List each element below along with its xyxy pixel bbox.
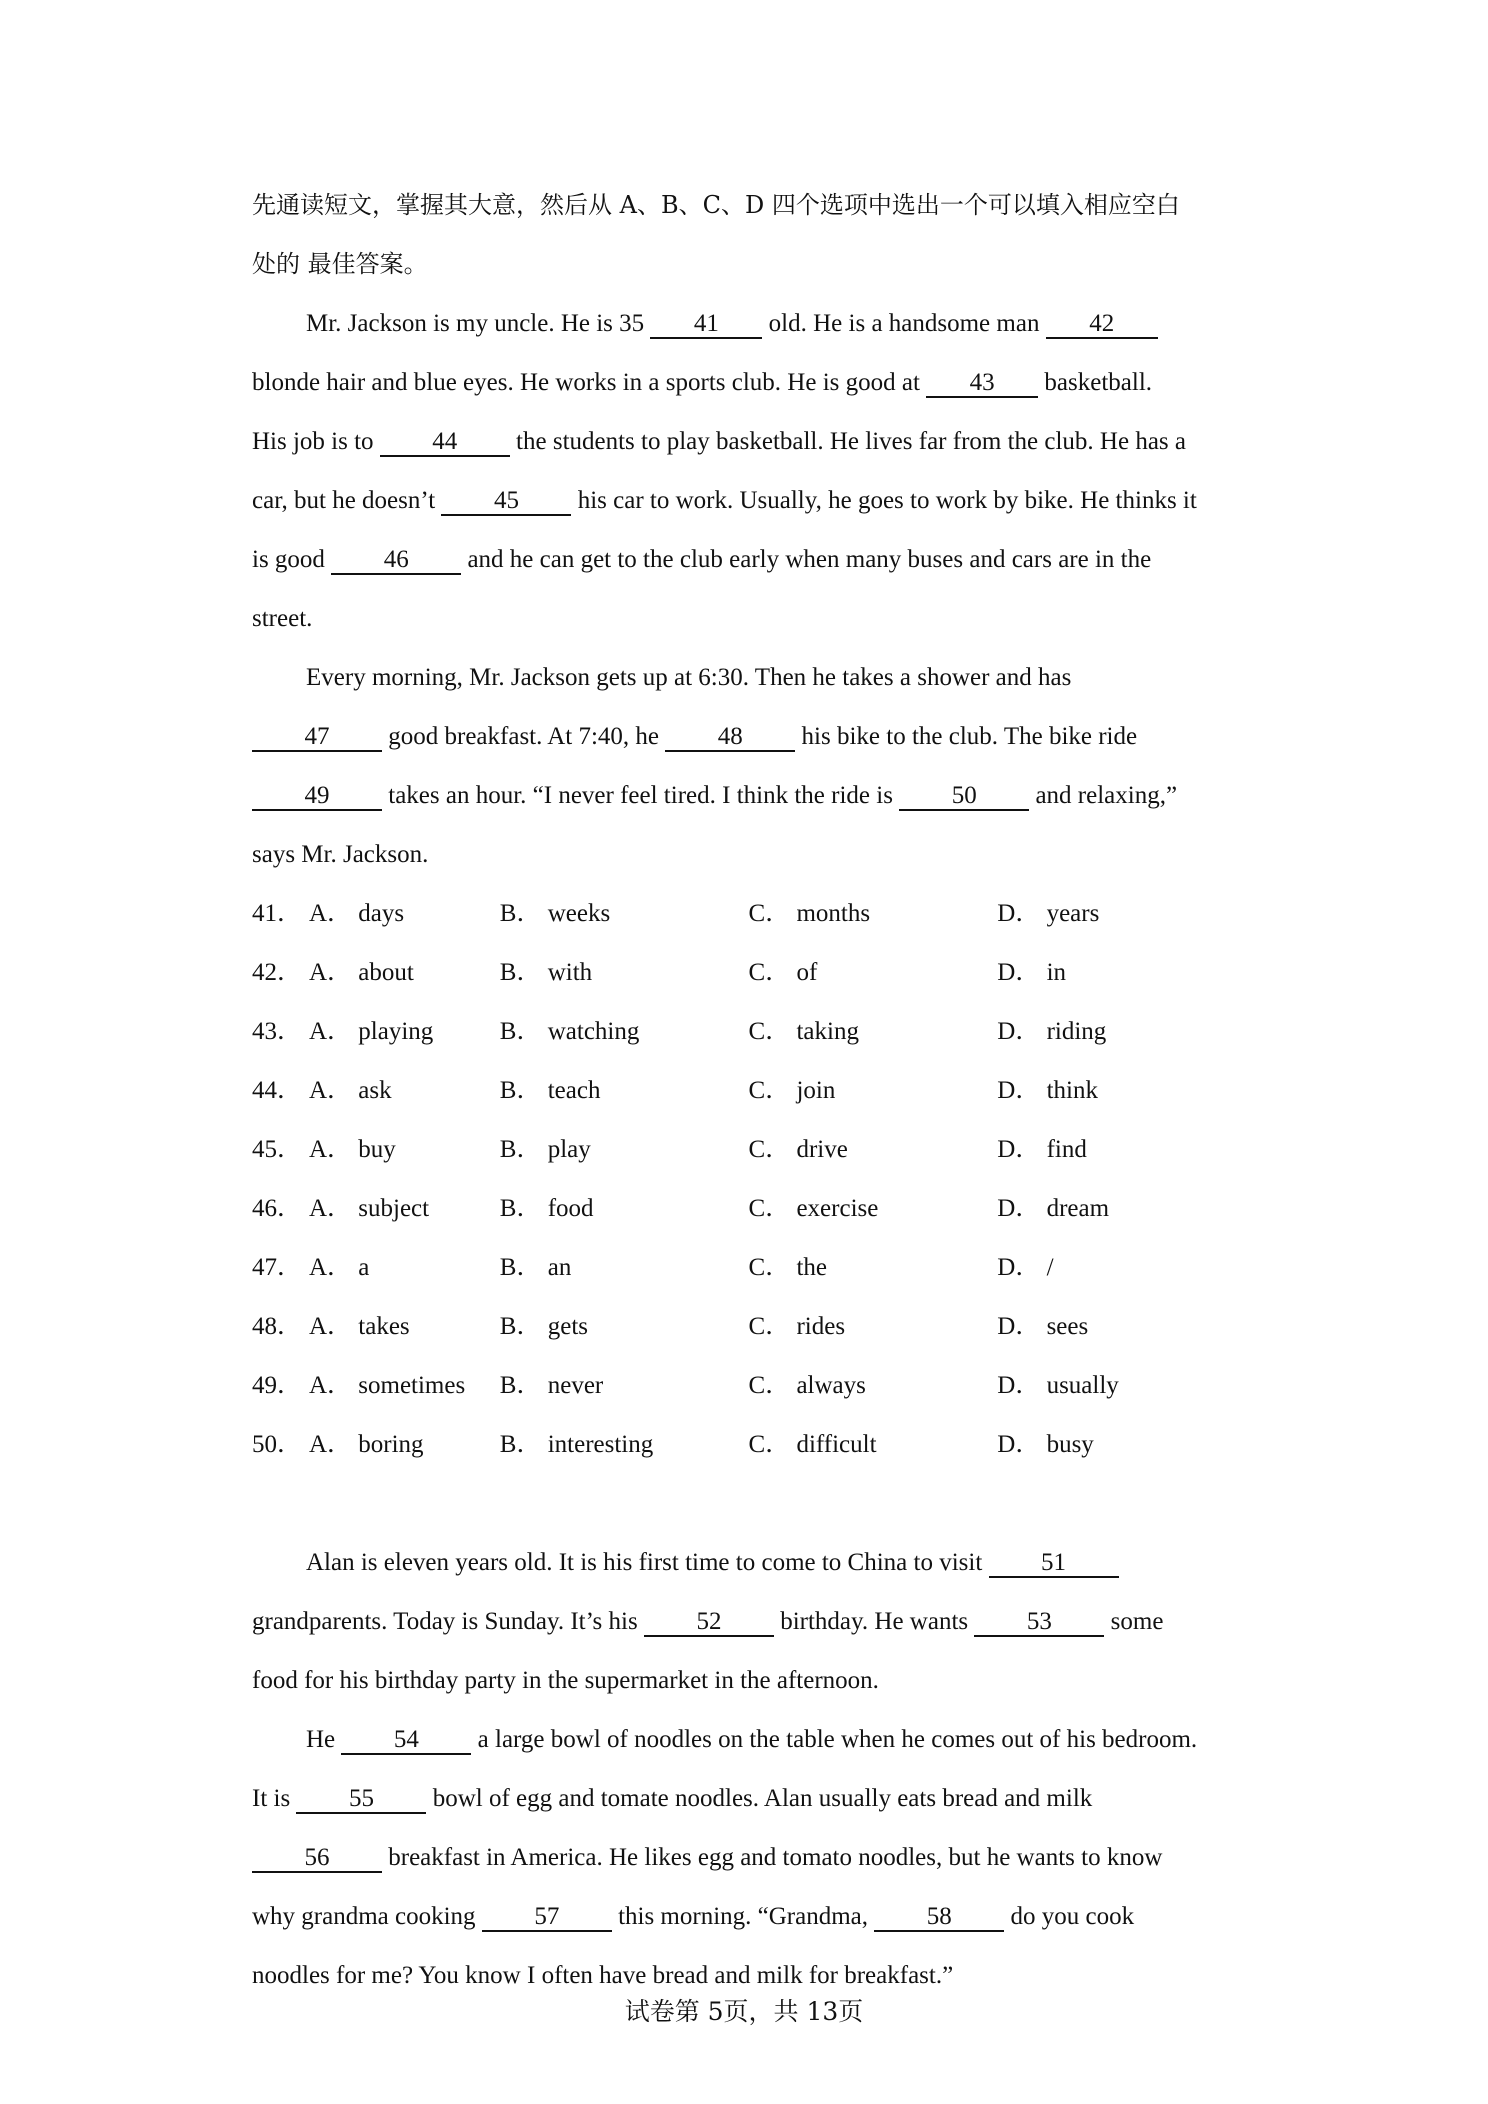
question-row [252, 1179, 1246, 1238]
question-row [252, 1120, 1246, 1179]
option-b: B． gets [499, 1313, 588, 1340]
option-d: D． think [997, 1077, 1098, 1104]
option-a: A． about [308, 959, 414, 986]
passage-line: is good 46 and he can get to the club early when many buses and cars are in the [252, 546, 1152, 573]
option-c: C． always [748, 1372, 866, 1399]
blank-43: 43 [926, 370, 1038, 398]
blank-54: 54 [341, 1727, 471, 1755]
option-d: D． years [997, 900, 1100, 927]
page-content [252, 176, 1246, 2005]
passage-line: why grandma cooking 57 this morning. “Grandma, 58 do you cook [252, 1903, 1135, 1930]
blank-51: 51 [989, 1550, 1119, 1578]
option-a: A． sometimes [308, 1372, 466, 1399]
question-number: 50． [252, 1431, 303, 1458]
passage-line: 56 breakfast in America. He likes egg and tomato noodles, but he wants to know [252, 1828, 1246, 1887]
option-c: C． rides [748, 1313, 846, 1340]
question-row [252, 943, 1246, 1002]
blank-42: 42 [1046, 311, 1158, 339]
passage-2 [252, 1533, 1246, 2005]
question-row [252, 884, 1246, 943]
question-number: 48． [252, 1313, 303, 1340]
blank-49: 49 [252, 783, 382, 811]
blank-45: 45 [441, 488, 571, 516]
option-a: A． buy [308, 1136, 396, 1163]
option-a: A． boring [308, 1431, 424, 1458]
question-row [252, 1061, 1246, 1120]
blank-52: 52 [644, 1609, 774, 1637]
option-b: B． teach [499, 1077, 601, 1104]
option-d: D． find [997, 1136, 1087, 1163]
option-d: D． usually [997, 1372, 1119, 1399]
option-b: B． with [499, 959, 593, 986]
option-c: C． difficult [748, 1431, 877, 1458]
option-a: A． a [308, 1254, 370, 1281]
options-list [252, 884, 1246, 1474]
option-b: B． play [499, 1136, 591, 1163]
option-d: D． busy [997, 1431, 1094, 1458]
instruction-line: 处的 最佳答案。 [252, 250, 428, 278]
question-row [252, 1356, 1246, 1415]
question-row [252, 1238, 1246, 1297]
question-row [252, 1415, 1246, 1474]
instruction-line: 先通读短文，掌握其大意，然后从 A、B、C、D 四个选项中选出一个可以填入相应空白 [252, 191, 1180, 219]
passage-line: street. [252, 605, 313, 632]
option-d: D． riding [997, 1018, 1107, 1045]
passage-line: 49 takes an hour. “I never feel tired. I think the ride is 50 and relaxing,” [252, 766, 1246, 825]
option-a: A． takes [308, 1313, 410, 1340]
blank-47: 47 [252, 724, 382, 752]
option-d: D． dream [997, 1195, 1110, 1222]
passage-line: says Mr. Jackson. [252, 841, 429, 868]
passage-line: food for his birthday party in the supermarket in the afternoon. [252, 1667, 879, 1694]
option-b: B． food [499, 1195, 594, 1222]
page-footer: 试卷第 5页，共 13页 [624, 1997, 864, 2026]
option-c: C． taking [748, 1018, 859, 1045]
question-number: 41． [252, 900, 303, 927]
passage-line: Alan is eleven years old. It is his first time to come to China to visit 51 [252, 1533, 1246, 1592]
option-c: C． drive [748, 1136, 848, 1163]
passage-line: 47 good breakfast. At 7:40, he 48 his bike to the club. The bike ride [252, 707, 1246, 766]
option-c: C． of [748, 959, 818, 986]
question-number: 42． [252, 959, 303, 986]
option-c: C． join [748, 1077, 836, 1104]
passage-line: His job is to 44 the students to play basketball. He lives far from the club. He has a [252, 428, 1186, 455]
option-c: C． months [748, 900, 871, 927]
option-d: D． in [997, 959, 1067, 986]
spacer [252, 1474, 1246, 1533]
passage-line: grandparents. Today is Sunday. It’s his 52 birthday. He wants 53 some [252, 1608, 1164, 1635]
blank-57: 57 [482, 1904, 612, 1932]
option-b: B． an [499, 1254, 572, 1281]
option-a: A． days [308, 900, 405, 927]
question-number: 47． [252, 1254, 303, 1281]
option-b: B． watching [499, 1018, 640, 1045]
option-a: A． subject [308, 1195, 430, 1222]
option-c: C． the [748, 1254, 827, 1281]
blank-56: 56 [252, 1845, 382, 1873]
passage-1 [252, 294, 1246, 884]
blank-53: 53 [974, 1609, 1104, 1637]
passage-line: blonde hair and blue eyes. He works in a sports club. He is good at 43 basketball. [252, 369, 1153, 396]
option-b: B． interesting [499, 1431, 654, 1458]
question-number: 46． [252, 1195, 303, 1222]
question-number: 44． [252, 1077, 303, 1104]
question-row [252, 1002, 1246, 1061]
question-number: 49． [252, 1372, 303, 1399]
passage-line: He 54 a large bowl of noodles on the table when he comes out of his bedroom. [306, 1726, 1198, 1753]
question-row [252, 1297, 1246, 1356]
passage-line: It is 55 bowl of egg and tomate noodles. Alan usually eats bread and milk [252, 1785, 1093, 1812]
option-d: D． / [997, 1254, 1054, 1281]
question-number: 45． [252, 1136, 303, 1163]
option-a: A． ask [308, 1077, 392, 1104]
passage-line: Every morning, Mr. Jackson gets up at 6:30. Then he takes a shower and has [306, 664, 1072, 691]
question-number: 43． [252, 1018, 303, 1045]
option-b: B． weeks [499, 900, 611, 927]
blank-50: 50 [899, 783, 1029, 811]
blank-44: 44 [380, 429, 510, 457]
passage-line: car, but he doesn’t 45 his car to work. Usually, he goes to work by bike. He thinks it [252, 487, 1197, 514]
option-b: B． never [499, 1372, 604, 1399]
blank-58: 58 [874, 1904, 1004, 1932]
option-d: D． sees [997, 1313, 1089, 1340]
blank-46: 46 [331, 547, 461, 575]
passage-line: noodles for me? You know I often have bread and milk for breakfast.” [252, 1962, 954, 1989]
blank-55: 55 [296, 1786, 426, 1814]
blank-41: 41 [650, 311, 762, 339]
option-a: A． playing [308, 1018, 434, 1045]
passage-line: Mr. Jackson is my uncle. He is 35 41 old. He is a handsome man 42 [252, 294, 1246, 353]
option-c: C． exercise [748, 1195, 879, 1222]
blank-48: 48 [665, 724, 795, 752]
